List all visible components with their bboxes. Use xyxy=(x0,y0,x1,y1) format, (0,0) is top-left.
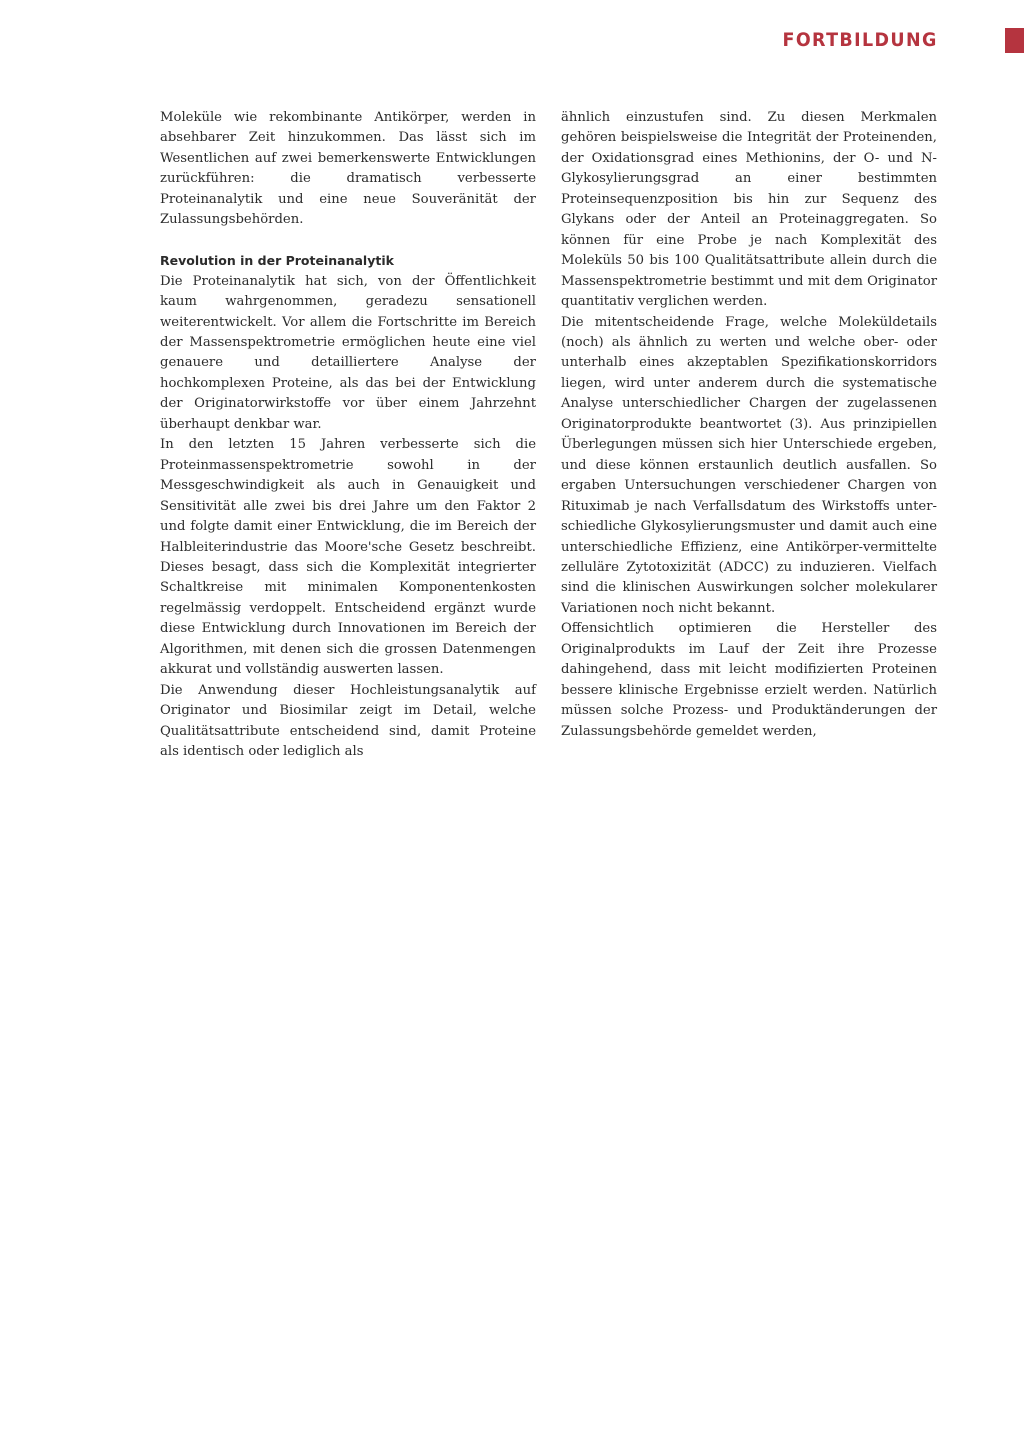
paragraph-prozessaenderungen: Offensichtlich optimieren die Hersteller des Originalprodukts im Lauf der Zeit ihre Prozesse dahingehend, dass mit leicht modifizierten Proteinen bessere klinische Ergebnisse erzielt werden. Natürlich müssen solche Prozess- und Produktänderungen der Zulassungsbehörde gemeldet werden, xyxy=(561,621,937,739)
paragraph-massenspektrometrie: In den letzten 15 Jahren verbesserte sich die Proteinmassenspektrometrie sowohl in der Messgeschwindigkeit als auch in Genauigkeit und Sensitivität alle zwei bis drei Jahre um den Faktor 2 und folgte damit einer Entwicklung, die im Bereich der Halbleiterindustrie das Moore'sche Gesetz beschreibt. Dieses besagt, dass sich die Komplexität integrierter Schaltkreise mit minimalen Komponentenkosten regelmässig verdoppelt. Entscheidend ergänzt wurde diese Entwicklung durch Innovationen im Bereich der Algorithmen, mit denen sich die grossen Datenmengen akkurat und vollständig auswerten lassen. xyxy=(160,437,536,678)
paragraph-hochleistungsanalytik: Die Anwendung dieser Hochleistungsanalytik auf Originator und Biosimilar zeigt im Detail, welche Qualitätsattribute entscheidend sind, damit Proteine als identisch oder lediglich als xyxy=(160,682,536,760)
section-heading: Revolution in der Proteinanalytik xyxy=(160,253,394,269)
paragraph-moleculdetails: Die mitentscheidende Frage, welche Moleküldetails (noch) als ähnlich zu werten und welche ober- oder unterhalb eines akzeptablen Spezifikationskorridors liegen, wird unter anderem durch die systematische Analyse unterschiedlicher Chargen der zugelassenen Originatorprodukte beantwortet (3). Aus prinzipiellen Überlegungen müssen sich hier Unterschiede ergeben, und diese können erstaunlich deutlich ausfallen. So ergaben Untersuchungen verschiedener Chargen von Rituximab je nach Verfallsdatum des Wirkstoffs unterschiedliche Glykosylierungsmuster und damit auch eine unterschiedliche Effizienz, eine Antikörper-vermittelte zelluläre Zytotoxizität (ADCC) zu induzieren. Vielfach sind die klinischen Auswirkungen solcher molekularer Variationen noch nicht bekannt. xyxy=(561,314,937,616)
paragraph-gap xyxy=(160,231,536,251)
section-title: FORTBILDUNG xyxy=(782,29,938,51)
section-marker-block xyxy=(1005,28,1024,53)
paragraph-qualitaetsattribute: ähnlich einzustufen sind. Zu diesen Merkmalen gehören beispielsweise die Integrität der Proteinenden, der Oxidationsgrad eines Methionins, der O- und N-Glykosylierungsgrad an einer bestimmten Proteinsequenzposition bis hin zur Sequenz des Glykans oder der Anteil an Proteinaggregaten. So können für eine Probe je nach Komplexität des Moleküls 50 bis 100 Qualitätsattribute allein durch die Massenspektrometrie bestimmt und mit dem Originator quantitativ verglichen werden. xyxy=(561,110,937,310)
paragraph-proteinanalytik: Die Proteinanalytik hat sich, von der Öffentlichkeit kaum wahrgenommen, geradezu sensationell weiterentwickelt. Vor allem die Fortschritte im Bereich der Massenspektrometrie ermöglichen heute eine viel genauere und detailliertere Analyse der hochkomplexen Proteine, als das bei der Entwicklung der Originatorwirkstoffe vor über einem Jahrzehnt überhaupt denkbar war. xyxy=(160,273,536,432)
left-column xyxy=(160,108,536,762)
paragraph-intro: Moleküle wie rekombinante Antikörper, werden in absehbarer Zeit hinzukommen. Das lässt sich im Wesentlichen auf zwei bemerkenswerte Entwicklungen zurückführen: die dramatisch verbesserte Proteinanalytik und eine neue Souveränität der Zulassungsbehörden. xyxy=(160,110,536,228)
right-column xyxy=(561,108,937,742)
